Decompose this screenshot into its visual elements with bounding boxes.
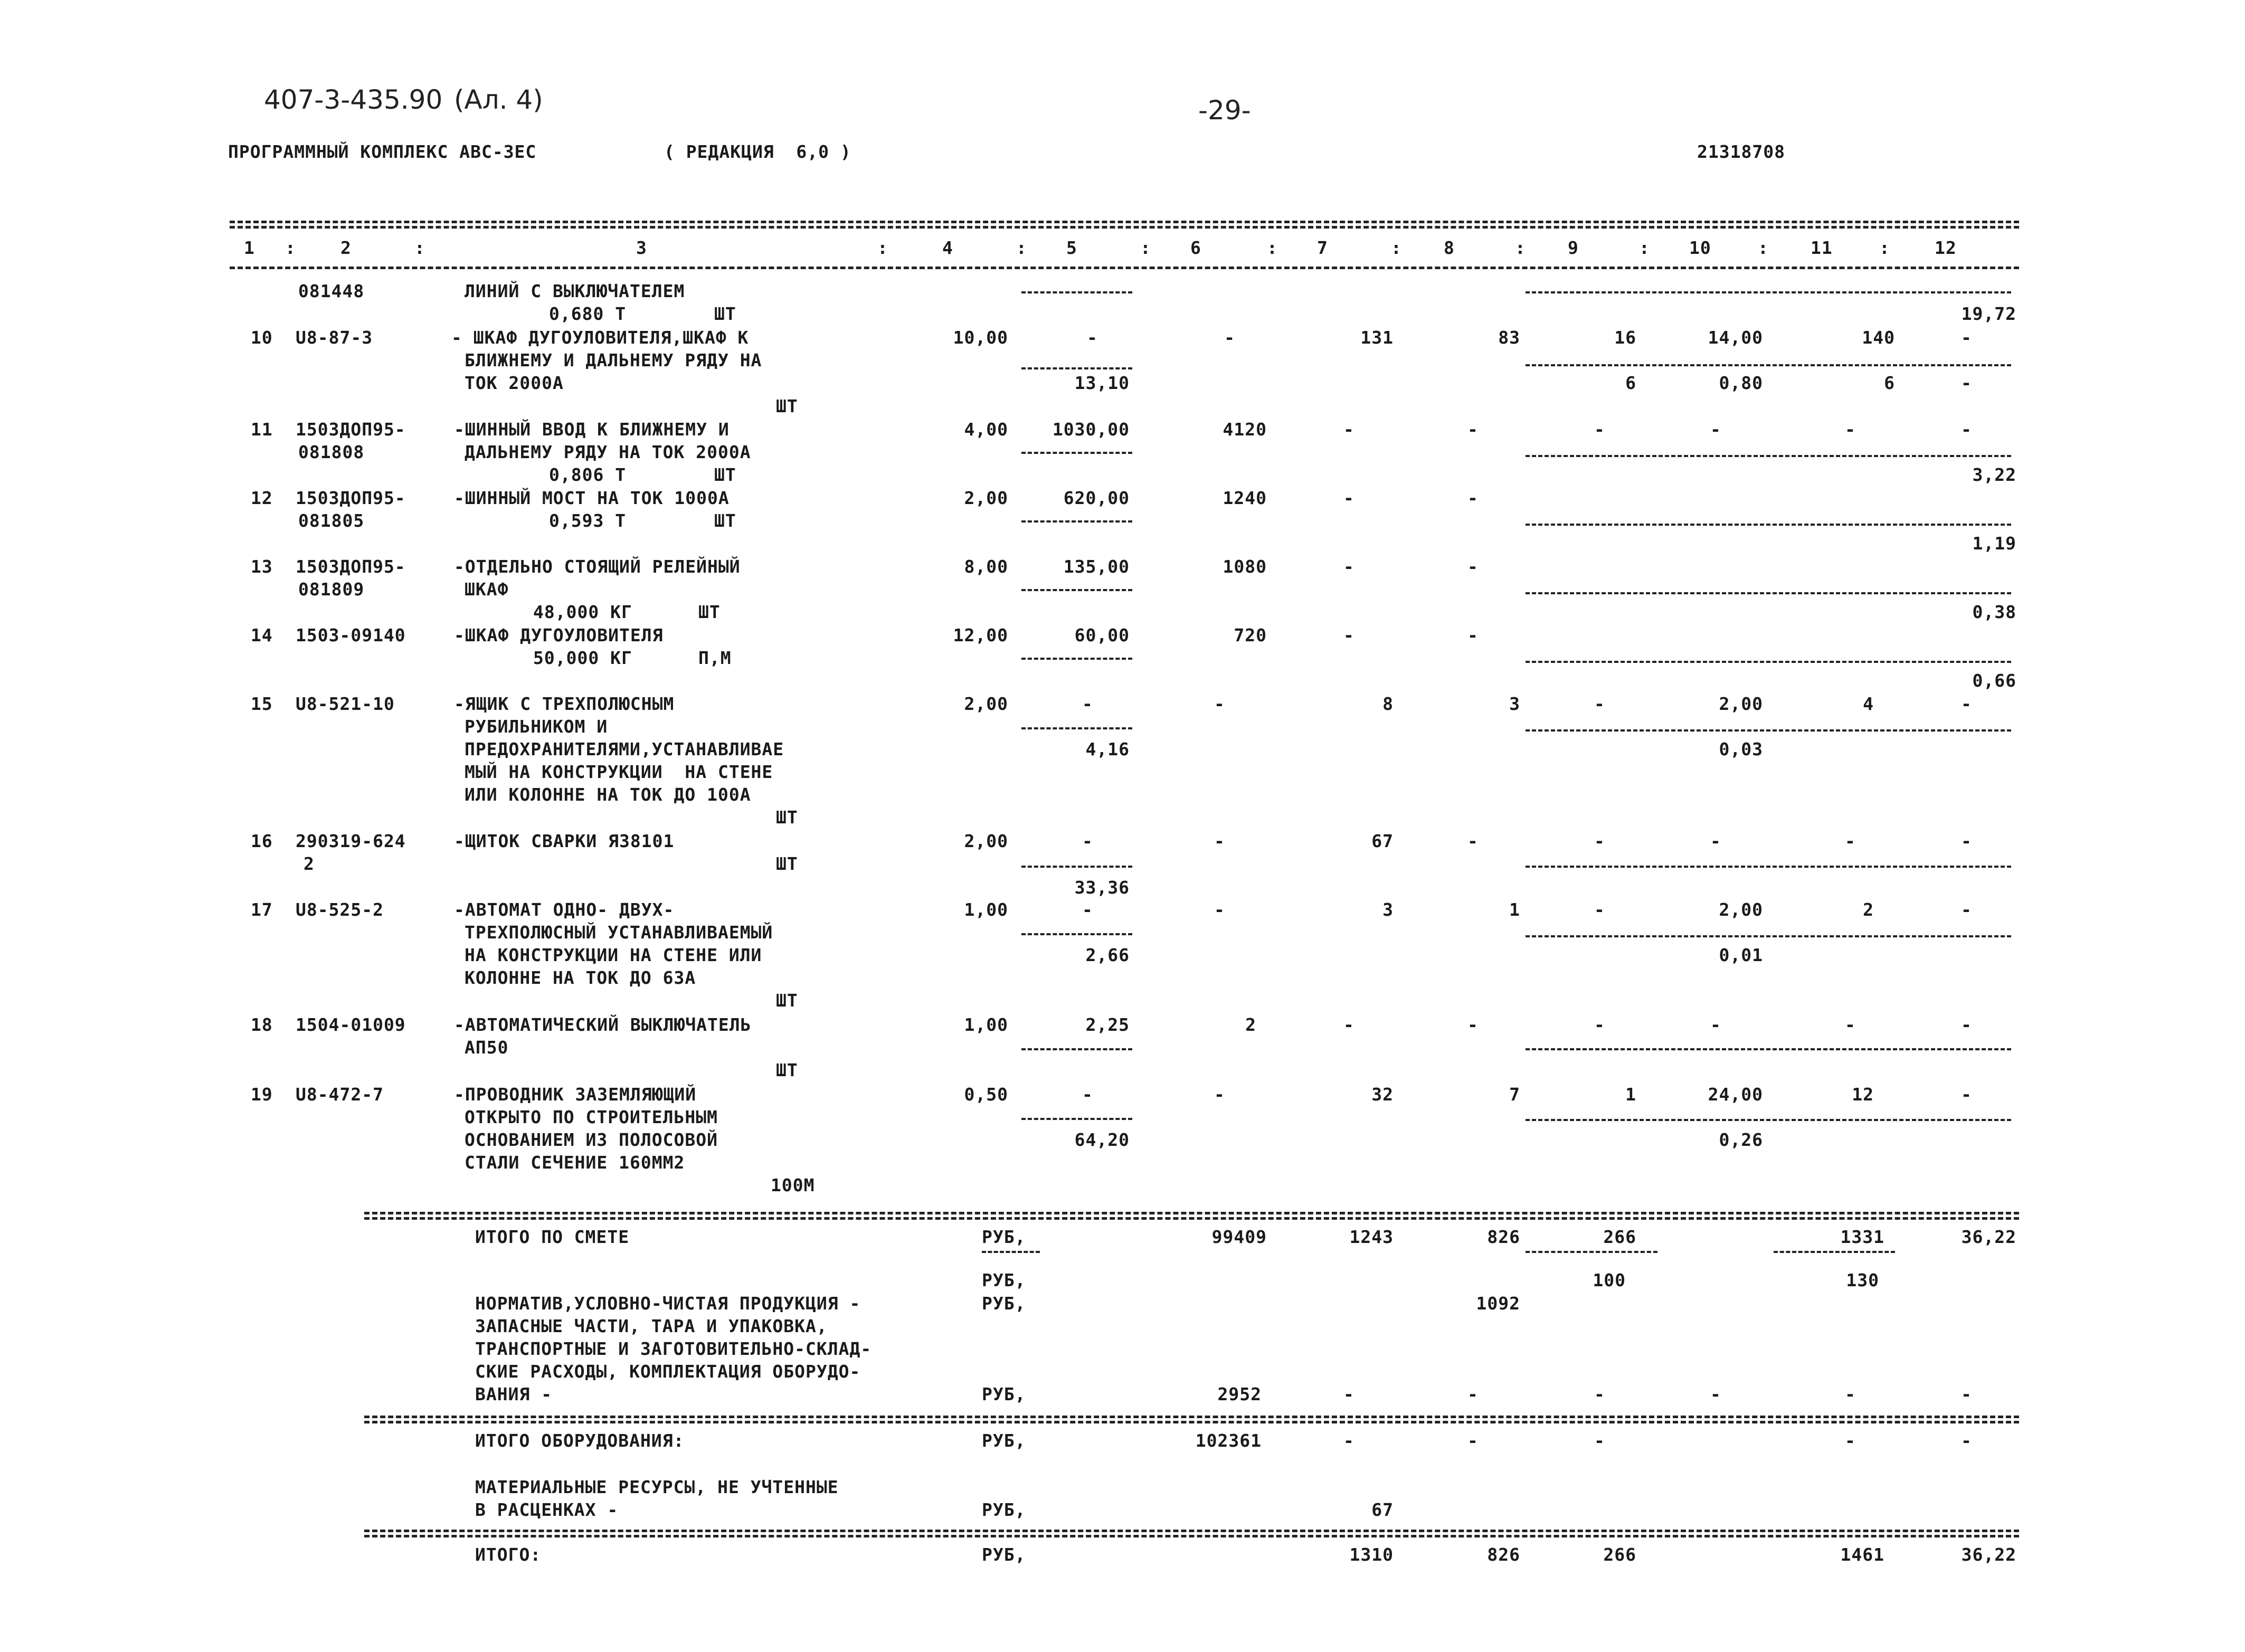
c11-underline [1774,1251,1895,1253]
table-top-rule-2 [230,226,2019,229]
c9-underline [1526,1251,1657,1253]
edition: ( РЕДАКЦИЯ 6,0 ) [664,141,851,162]
final-rule [364,1530,2019,1532]
page-number: -29- [1198,95,1251,126]
rub-underline [982,1251,1040,1253]
doc-number: 21318708 [1697,141,1785,162]
album-number: (Ал. 4) [454,84,543,115]
equipment-rule-2 [364,1421,2019,1423]
program-name: ПРОГРАММНЫЙ КОМПЛЕКС АВС-ЗЕС [228,141,537,162]
table-top-rule [230,221,2019,223]
summary-top-rule-2 [364,1217,2019,1220]
header-bottom-rule [230,267,2019,269]
summary-top-rule [364,1212,2019,1214]
final-rule-2 [364,1535,2019,1537]
equipment-rule [364,1416,2019,1418]
document-code: 407-3-435.90 [264,84,443,115]
